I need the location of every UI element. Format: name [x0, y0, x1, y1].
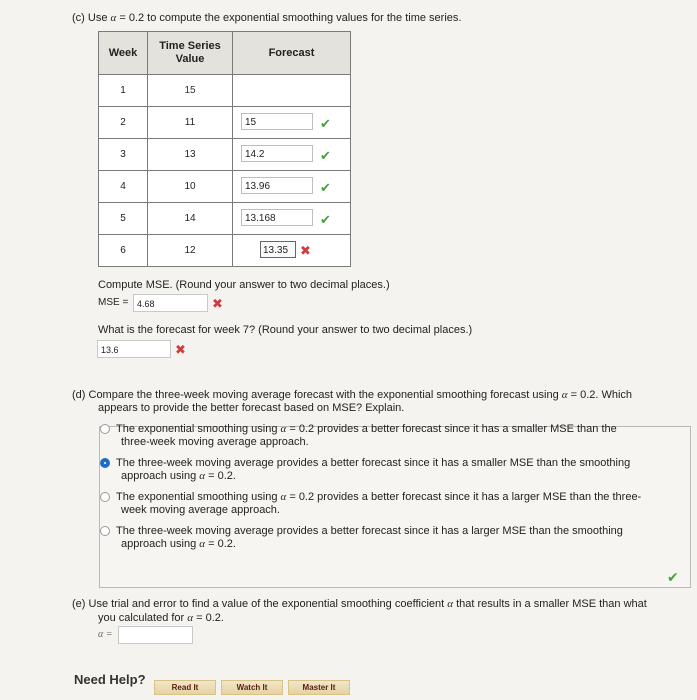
option-text: The exponential smoothing using: [116, 423, 281, 435]
option-line1: [116, 491, 641, 504]
forecast-input[interactable]: 13.168: [241, 209, 313, 226]
table-row: [99, 203, 351, 235]
forecast-cell: [233, 139, 351, 171]
option-line1: The three-week moving average provides a better forecast since it has a smaller MSE than the smoothing: [116, 457, 631, 469]
value-cell: 13: [148, 139, 233, 171]
table-row: [99, 107, 351, 139]
alpha-input-label: α =: [98, 629, 113, 640]
incorrect-x-icon: ✖: [300, 243, 311, 258]
week7-input[interactable]: 13.6: [97, 340, 171, 358]
master-it-button[interactable]: Master It: [288, 680, 350, 695]
correct-check-icon: ✔: [320, 116, 331, 131]
part-e-line1b: that results in a smaller MSE than what: [453, 598, 647, 610]
alpha-symbol: α: [280, 423, 287, 435]
table-row: [99, 171, 351, 203]
value-cell: 11: [148, 107, 233, 139]
part-d-line2: appears to provide the better forecast based on MSE? Explain.: [98, 402, 405, 414]
table-row: [99, 75, 351, 107]
option-line1: [116, 423, 617, 436]
option-text: approach using: [121, 470, 200, 482]
option-text: approach using: [121, 538, 200, 550]
week-cell: 1: [99, 75, 148, 107]
header-time-series-value: [148, 32, 233, 75]
part-e-line2: [98, 612, 224, 624]
option-text: = 0.2.: [205, 470, 236, 482]
option-text: = 0.2 provides a better forecast since it has a larger MSE than the three-: [286, 491, 642, 503]
option-text: = 0.2.: [205, 538, 236, 550]
table-header-row: [99, 32, 351, 75]
radio-button[interactable]: [100, 492, 110, 502]
forecast-cell-empty: [233, 75, 351, 107]
mse-input[interactable]: 4.68: [133, 294, 208, 312]
forecast-cell: [233, 235, 351, 267]
week-cell: 4: [99, 171, 148, 203]
radio-button[interactable]: [100, 424, 110, 434]
part-d-line1a: (d) Compare the three-week moving average forecast with the exponential smoothing forecast using: [72, 389, 562, 401]
value-cell: 14: [148, 203, 233, 235]
option-line2: [121, 470, 236, 483]
alpha-symbol: α: [110, 12, 117, 24]
alpha-symbol: α: [280, 491, 287, 503]
option-line2: [121, 538, 236, 551]
part-d-question: [72, 389, 632, 401]
forecast-input[interactable]: 14.2: [241, 145, 313, 162]
value-cell: 15: [148, 75, 233, 107]
mse-prompt: Compute MSE. (Round your answer to two decimal places.): [98, 279, 390, 291]
radio-button[interactable]: [100, 526, 110, 536]
option-text: = 0.2 provides a better forecast since it has a smaller MSE than the: [286, 423, 617, 435]
exponential-smoothing-table: [98, 31, 351, 267]
week-cell: 5: [99, 203, 148, 235]
forecast-input[interactable]: 13.96: [241, 177, 313, 194]
correct-check-icon: ✔: [667, 569, 679, 585]
correct-check-icon: ✔: [320, 180, 331, 195]
option-line2: three-week moving average approach.: [121, 436, 309, 448]
value-cell: 12: [148, 235, 233, 267]
alpha-symbol: α: [187, 612, 194, 624]
need-help-label: Need Help?: [74, 672, 146, 687]
watch-it-button[interactable]: Watch It: [221, 680, 283, 695]
forecast-cell: [233, 203, 351, 235]
header-value-line2: Value: [175, 53, 205, 65]
mse-label: MSE =: [98, 297, 129, 308]
value-cell: 10: [148, 171, 233, 203]
alpha-symbol: α: [199, 470, 206, 482]
part-c-instructions: [72, 12, 461, 24]
radio-button-selected[interactable]: [100, 458, 110, 468]
option-line1: The three-week moving average provides a better forecast since it has a larger MSE than the smoothing: [116, 525, 623, 537]
week-cell: 2: [99, 107, 148, 139]
alpha-symbol: α: [561, 389, 568, 401]
correct-check-icon: ✔: [320, 148, 331, 163]
forecast-input-incorrect[interactable]: 13.35: [260, 241, 296, 258]
part-e-line2a: you calculated for: [98, 612, 188, 624]
part-d-line1b: = 0.2. Which: [567, 389, 633, 401]
read-it-button[interactable]: Read It: [154, 680, 216, 695]
header-week: Week: [99, 32, 148, 75]
alpha-symbol: α: [199, 538, 206, 550]
incorrect-x-icon: ✖: [212, 296, 223, 311]
incorrect-x-icon: ✖: [175, 342, 186, 357]
part-c-rest: = 0.2 to compute the exponential smoothing values for the time series.: [116, 12, 462, 24]
part-c-prefix: (c) Use: [72, 12, 111, 24]
option-text: The exponential smoothing using: [116, 491, 281, 503]
week-cell: 3: [99, 139, 148, 171]
forecast-cell: [233, 107, 351, 139]
table-row: [99, 139, 351, 171]
correct-check-icon: ✔: [320, 212, 331, 227]
option-line2: week moving average approach.: [121, 504, 280, 516]
week-cell: 6: [99, 235, 148, 267]
part-e-question: [72, 598, 647, 610]
alpha-input[interactable]: [118, 626, 193, 644]
header-forecast: Forecast: [233, 32, 351, 75]
part-e-line1a: (e) Use trial and error to find a value of the exponential smoothing coefficient: [72, 598, 448, 610]
alpha-symbol: α: [447, 598, 454, 610]
week7-prompt: What is the forecast for week 7? (Round your answer to two decimal places.): [98, 324, 473, 336]
header-value-line1: Time Series: [159, 40, 221, 52]
part-e-line2b: = 0.2.: [193, 612, 224, 624]
table-row: [99, 235, 351, 267]
forecast-input[interactable]: 15: [241, 113, 313, 130]
forecast-cell: [233, 171, 351, 203]
